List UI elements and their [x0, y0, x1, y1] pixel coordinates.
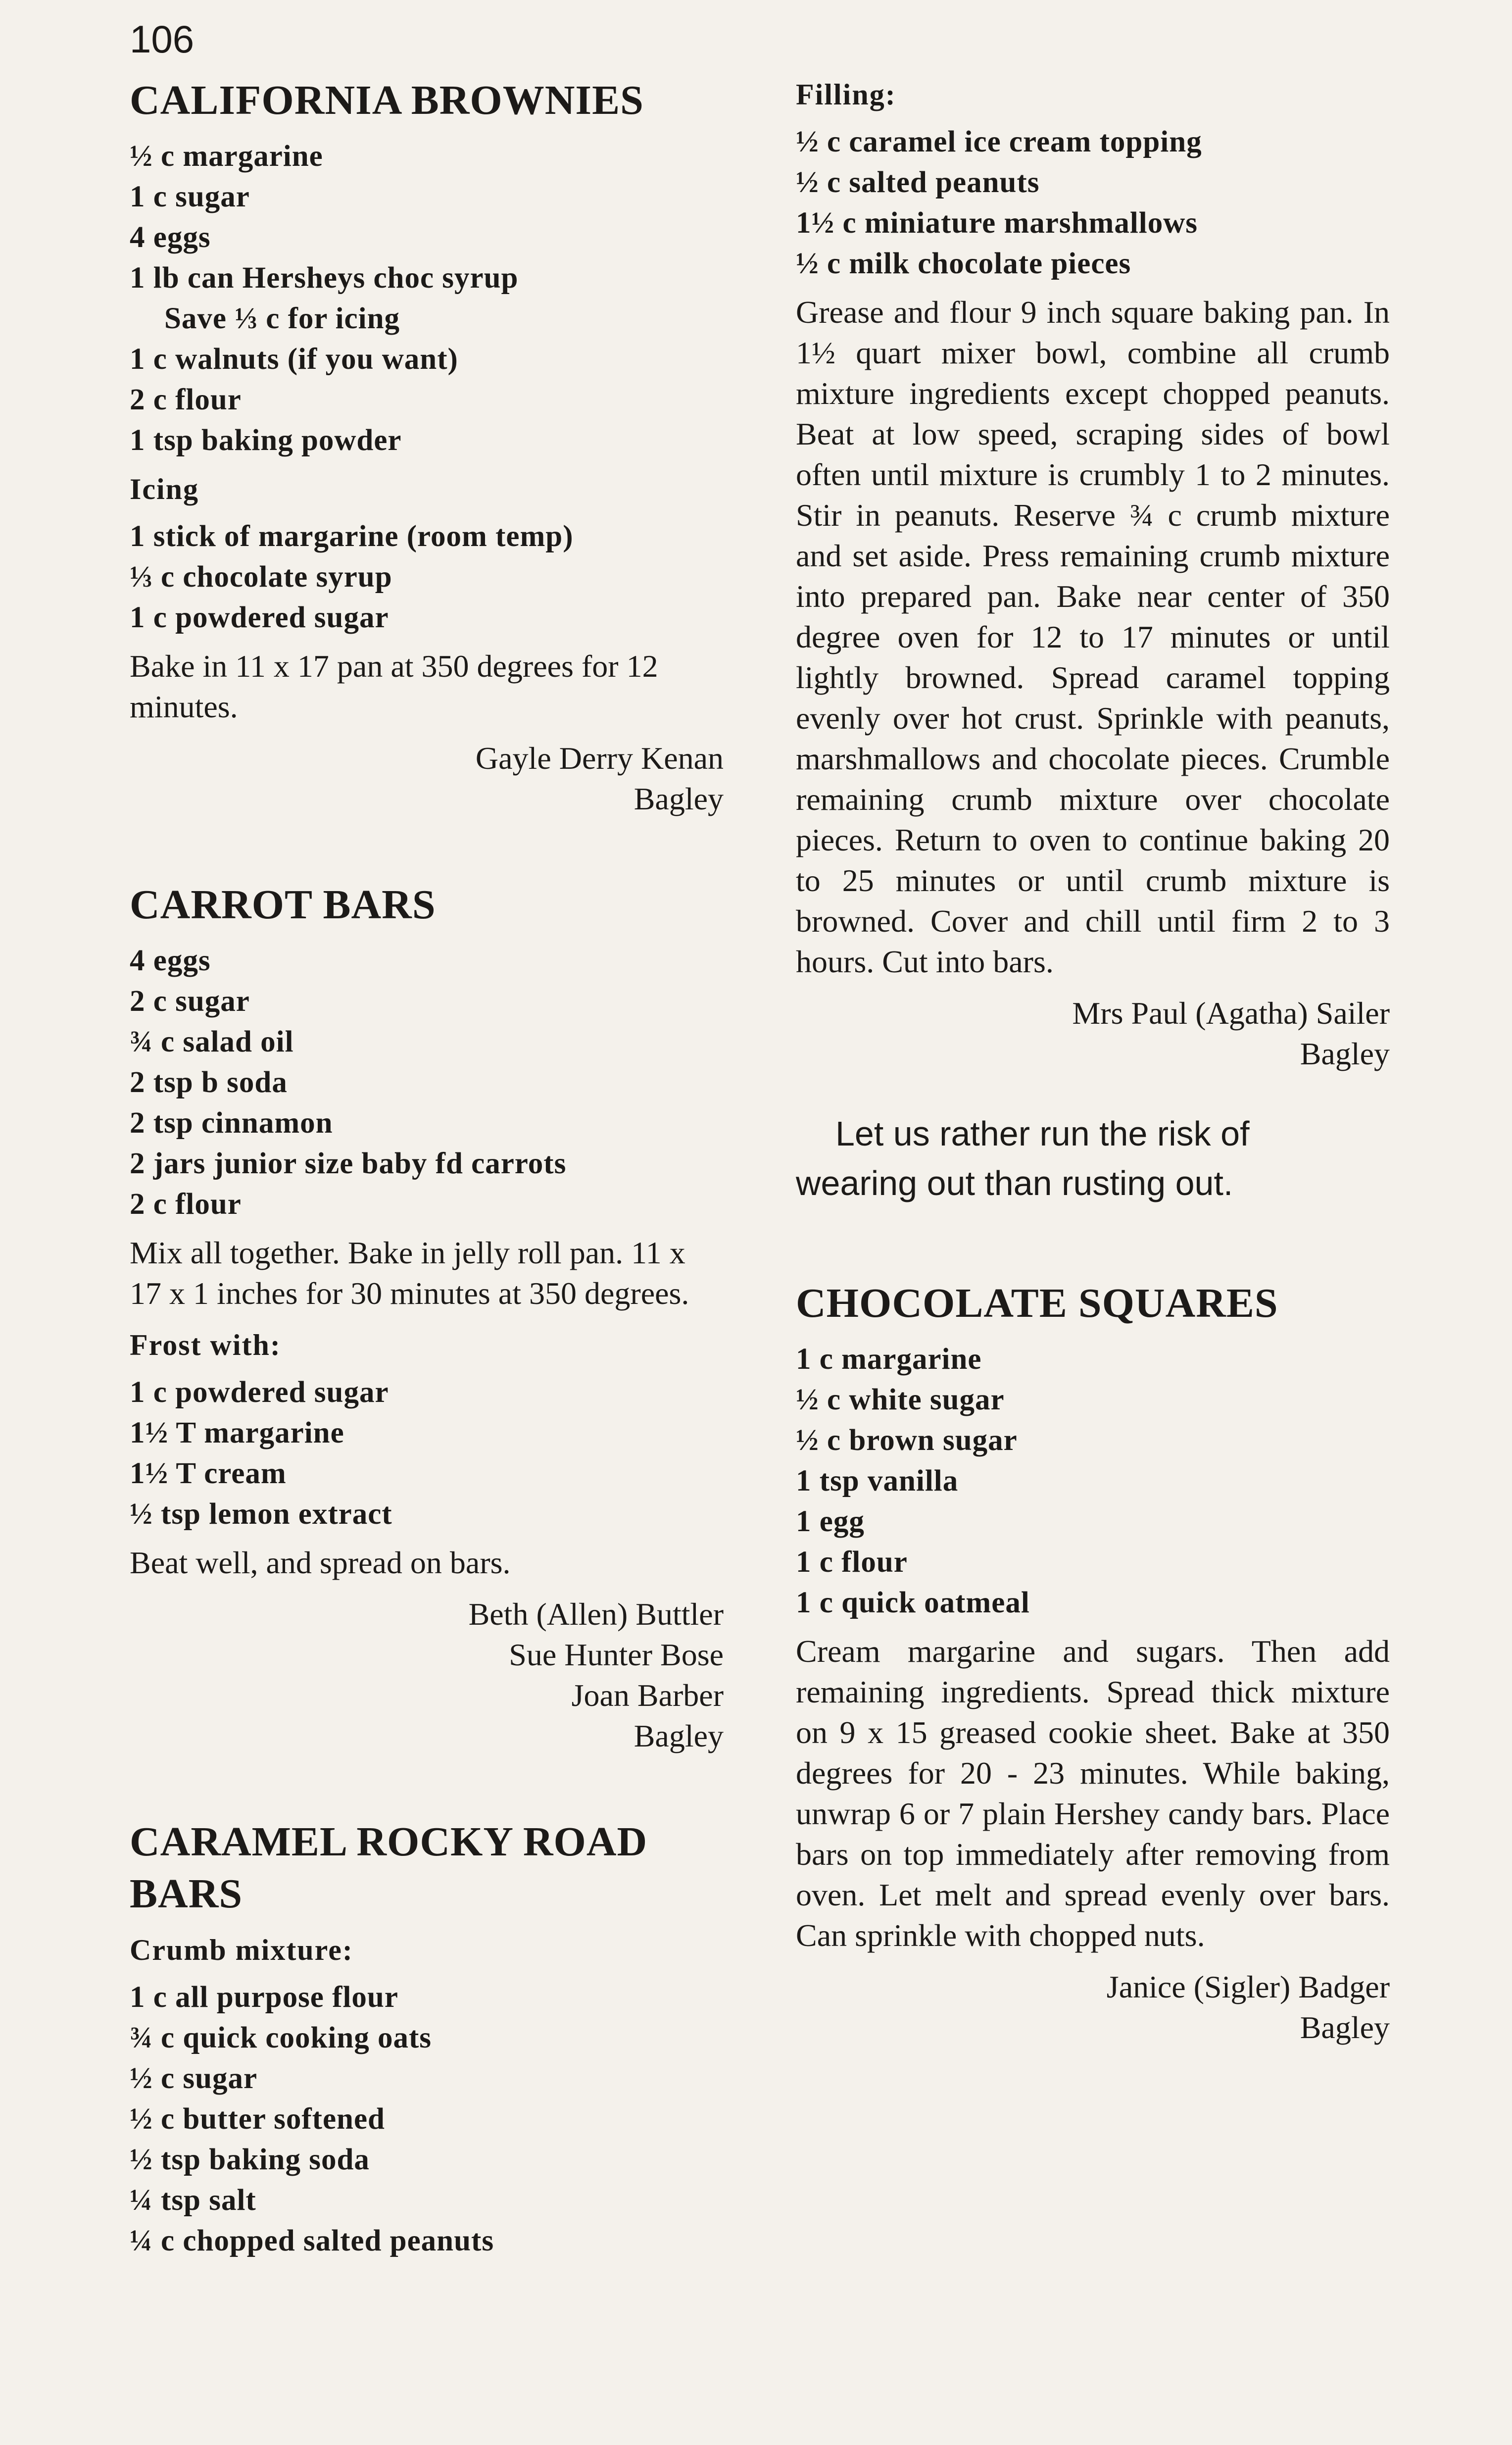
ingredient: ½ c sugar: [130, 2062, 258, 2095]
recipe-attribution: [796, 993, 1390, 1074]
frost-label: Frost with:: [130, 1329, 281, 1361]
recipe-attribution: [130, 738, 724, 819]
ingredient: 1 stick of margarine (room temp): [130, 520, 574, 553]
contributor-town: Bagley: [634, 1718, 724, 1753]
crumb-ingredient-list: [130, 1977, 724, 2261]
ingredient: 4 eggs: [130, 221, 211, 254]
right-column: [796, 74, 1390, 2048]
ingredient: ½ c butter softened: [130, 2102, 385, 2136]
ingredient: ½ tsp lemon extract: [130, 1497, 392, 1531]
recipe-caramel-filling: [796, 74, 1390, 1074]
ingredient: ½ c brown sugar: [796, 1424, 1018, 1457]
recipe-caramel-rocky-road-bars: [130, 1816, 724, 2261]
recipe-instructions: Grease and flour 9 inch square baking pan. In 1½ quart mixer bowl, combine all crumb mixture ingredients except chopped peanuts. Beat at low speed, scraping sides of bowl often until mixture is crumbly 1 to 2 minutes. Stir in peanuts. Reserve ¾ c crumb mixture and set aside. Press remaining crumb mixture into prepared pan. Bake near center of 350 degree oven for 12 to 17 minutes or until lightly browned. Spread caramel topping evenly over hot crust. Sprinkle with peanuts, marshmallows and chocolate pieces. Crumble remaining crumb mixture over chocolate pieces. Return to oven to continue baking 20 to 25 minutes or until crumb mixture is browned. Cover and chill until firm 2 to 3 hours. Cut into bars.: [796, 295, 1390, 979]
contributor-name: Beth (Allen) Buttler: [468, 1597, 724, 1632]
frost-instructions: Beat well, and spread on bars.: [130, 1545, 511, 1580]
ingredient-list: [130, 941, 724, 1225]
ingredient: ½ c caramel ice cream topping: [796, 125, 1202, 158]
ingredient: 1½ T margarine: [130, 1416, 344, 1449]
filling-ingredient-list: [796, 122, 1390, 284]
contributor-name: Janice (Sigler) Badger: [1106, 1969, 1390, 2004]
ingredient: ¾ c quick cooking oats: [130, 2021, 432, 2054]
ingredient: 1 c powdered sugar: [130, 601, 389, 634]
ingredient: ½ c salted peanuts: [796, 166, 1040, 199]
ingredient: ½ tsp baking soda: [130, 2143, 370, 2176]
ingredient: ⅓ c chocolate syrup: [130, 560, 392, 594]
ingredient: ½ c white sugar: [796, 1383, 1005, 1416]
ingredient: ½ c milk chocolate pieces: [796, 247, 1131, 280]
ingredient: 1 c sugar: [130, 180, 250, 213]
contributor-name: Joan Barber: [571, 1678, 724, 1713]
ingredient: 1 lb can Hersheys choc syrup: [130, 261, 519, 295]
ingredient: 1 tsp vanilla: [796, 1464, 959, 1497]
ingredient: 1 c all purpose flour: [130, 1981, 398, 2014]
recipe-title: CALIFORNIA BROWNIES: [130, 77, 644, 123]
recipe-attribution: [796, 1967, 1390, 2048]
ingredient: 2 c flour: [130, 383, 242, 416]
crumb-mixture-label: Crumb mixture:: [130, 1934, 353, 1966]
ingredient-list: [796, 1339, 1390, 1623]
ingredient: 2 jars junior size baby fd carrots: [130, 1147, 567, 1180]
ingredient: 1 c quick oatmeal: [796, 1586, 1030, 1619]
ingredient: 1 c flour: [796, 1546, 908, 1579]
contributor-town: Bagley: [1300, 2010, 1390, 2045]
recipe-instructions: Mix all together. Bake in jelly roll pan. 11 x 17 x 1 inches for 30 minutes at 350 degrees.: [130, 1235, 689, 1311]
ingredient: 1 tsp baking powder: [130, 424, 402, 457]
ingredient: 1 egg: [796, 1505, 865, 1538]
recipe-instructions: Cream margarine and sugars. Then add remaining ingredients. Spread thick mixture on 9 x 15 greased cookie sheet. Bake at 350 degrees for 20 - 23 minutes. While baking, unwrap 6 or 7 plain Hershey candy bars. Place bars on top immediately after removing from oven. Let melt and spread evenly over bars. Can sprinkle with chopped nuts.: [796, 1634, 1390, 1953]
ingredient: ¼ c chopped salted peanuts: [130, 2224, 494, 2257]
ingredient: 1 c walnuts (if you want): [130, 343, 458, 376]
recipe-attribution: [130, 1594, 724, 1756]
page-number: 106: [130, 17, 195, 61]
frost-ingredient-list: [130, 1372, 724, 1535]
ingredient: 2 c flour: [130, 1188, 242, 1221]
recipe-california-brownies: [130, 74, 724, 819]
ingredient: ¾ c salad oil: [130, 1025, 294, 1058]
recipe-title: CARROT BARS: [130, 882, 436, 928]
filler-quote: [796, 1109, 1390, 1208]
icing-label: Icing: [130, 473, 199, 505]
filling-label: Filling:: [796, 78, 896, 111]
ingredient: 1½ c miniature marshmallows: [796, 206, 1198, 240]
contributor-name: Gayle Derry Kenan: [475, 741, 724, 776]
ingredient: 2 c sugar: [130, 985, 250, 1018]
contributor-name: Sue Hunter Bose: [509, 1637, 724, 1672]
recipe-chocolate-squares: [796, 1277, 1390, 2048]
contributor-town: Bagley: [634, 781, 724, 816]
ingredient: ½ c margarine: [130, 140, 323, 173]
ingredient: 2 tsp cinnamon: [130, 1106, 333, 1140]
left-column: [130, 74, 724, 2269]
ingredient-list: [130, 136, 724, 461]
ingredient-note: Save ⅓ c for icing: [164, 302, 400, 335]
recipe-carrot-bars: [130, 879, 724, 1756]
recipe-title: CARAMEL ROCKY ROAD BARS: [130, 1819, 648, 1917]
recipe-instructions: Bake in 11 x 17 pan at 350 degrees for 12 minutes.: [130, 649, 658, 724]
quote-line: wearing out than rusting out.: [796, 1164, 1233, 1202]
icing-ingredient-list: [130, 516, 724, 638]
ingredient: 2 tsp b soda: [130, 1066, 288, 1099]
contributor-name: Mrs Paul (Agatha) Sailer: [1072, 996, 1390, 1031]
contributor-town: Bagley: [1300, 1036, 1390, 1071]
ingredient: 4 eggs: [130, 944, 211, 977]
ingredient: ¼ tsp salt: [130, 2184, 256, 2217]
ingredient: 1½ T cream: [130, 1457, 287, 1490]
recipe-title: CHOCOLATE SQUARES: [796, 1280, 1278, 1326]
ingredient: 1 c powdered sugar: [130, 1376, 389, 1409]
quote-line: Let us rather run the risk of: [835, 1114, 1250, 1153]
ingredient: 1 c margarine: [796, 1343, 982, 1376]
